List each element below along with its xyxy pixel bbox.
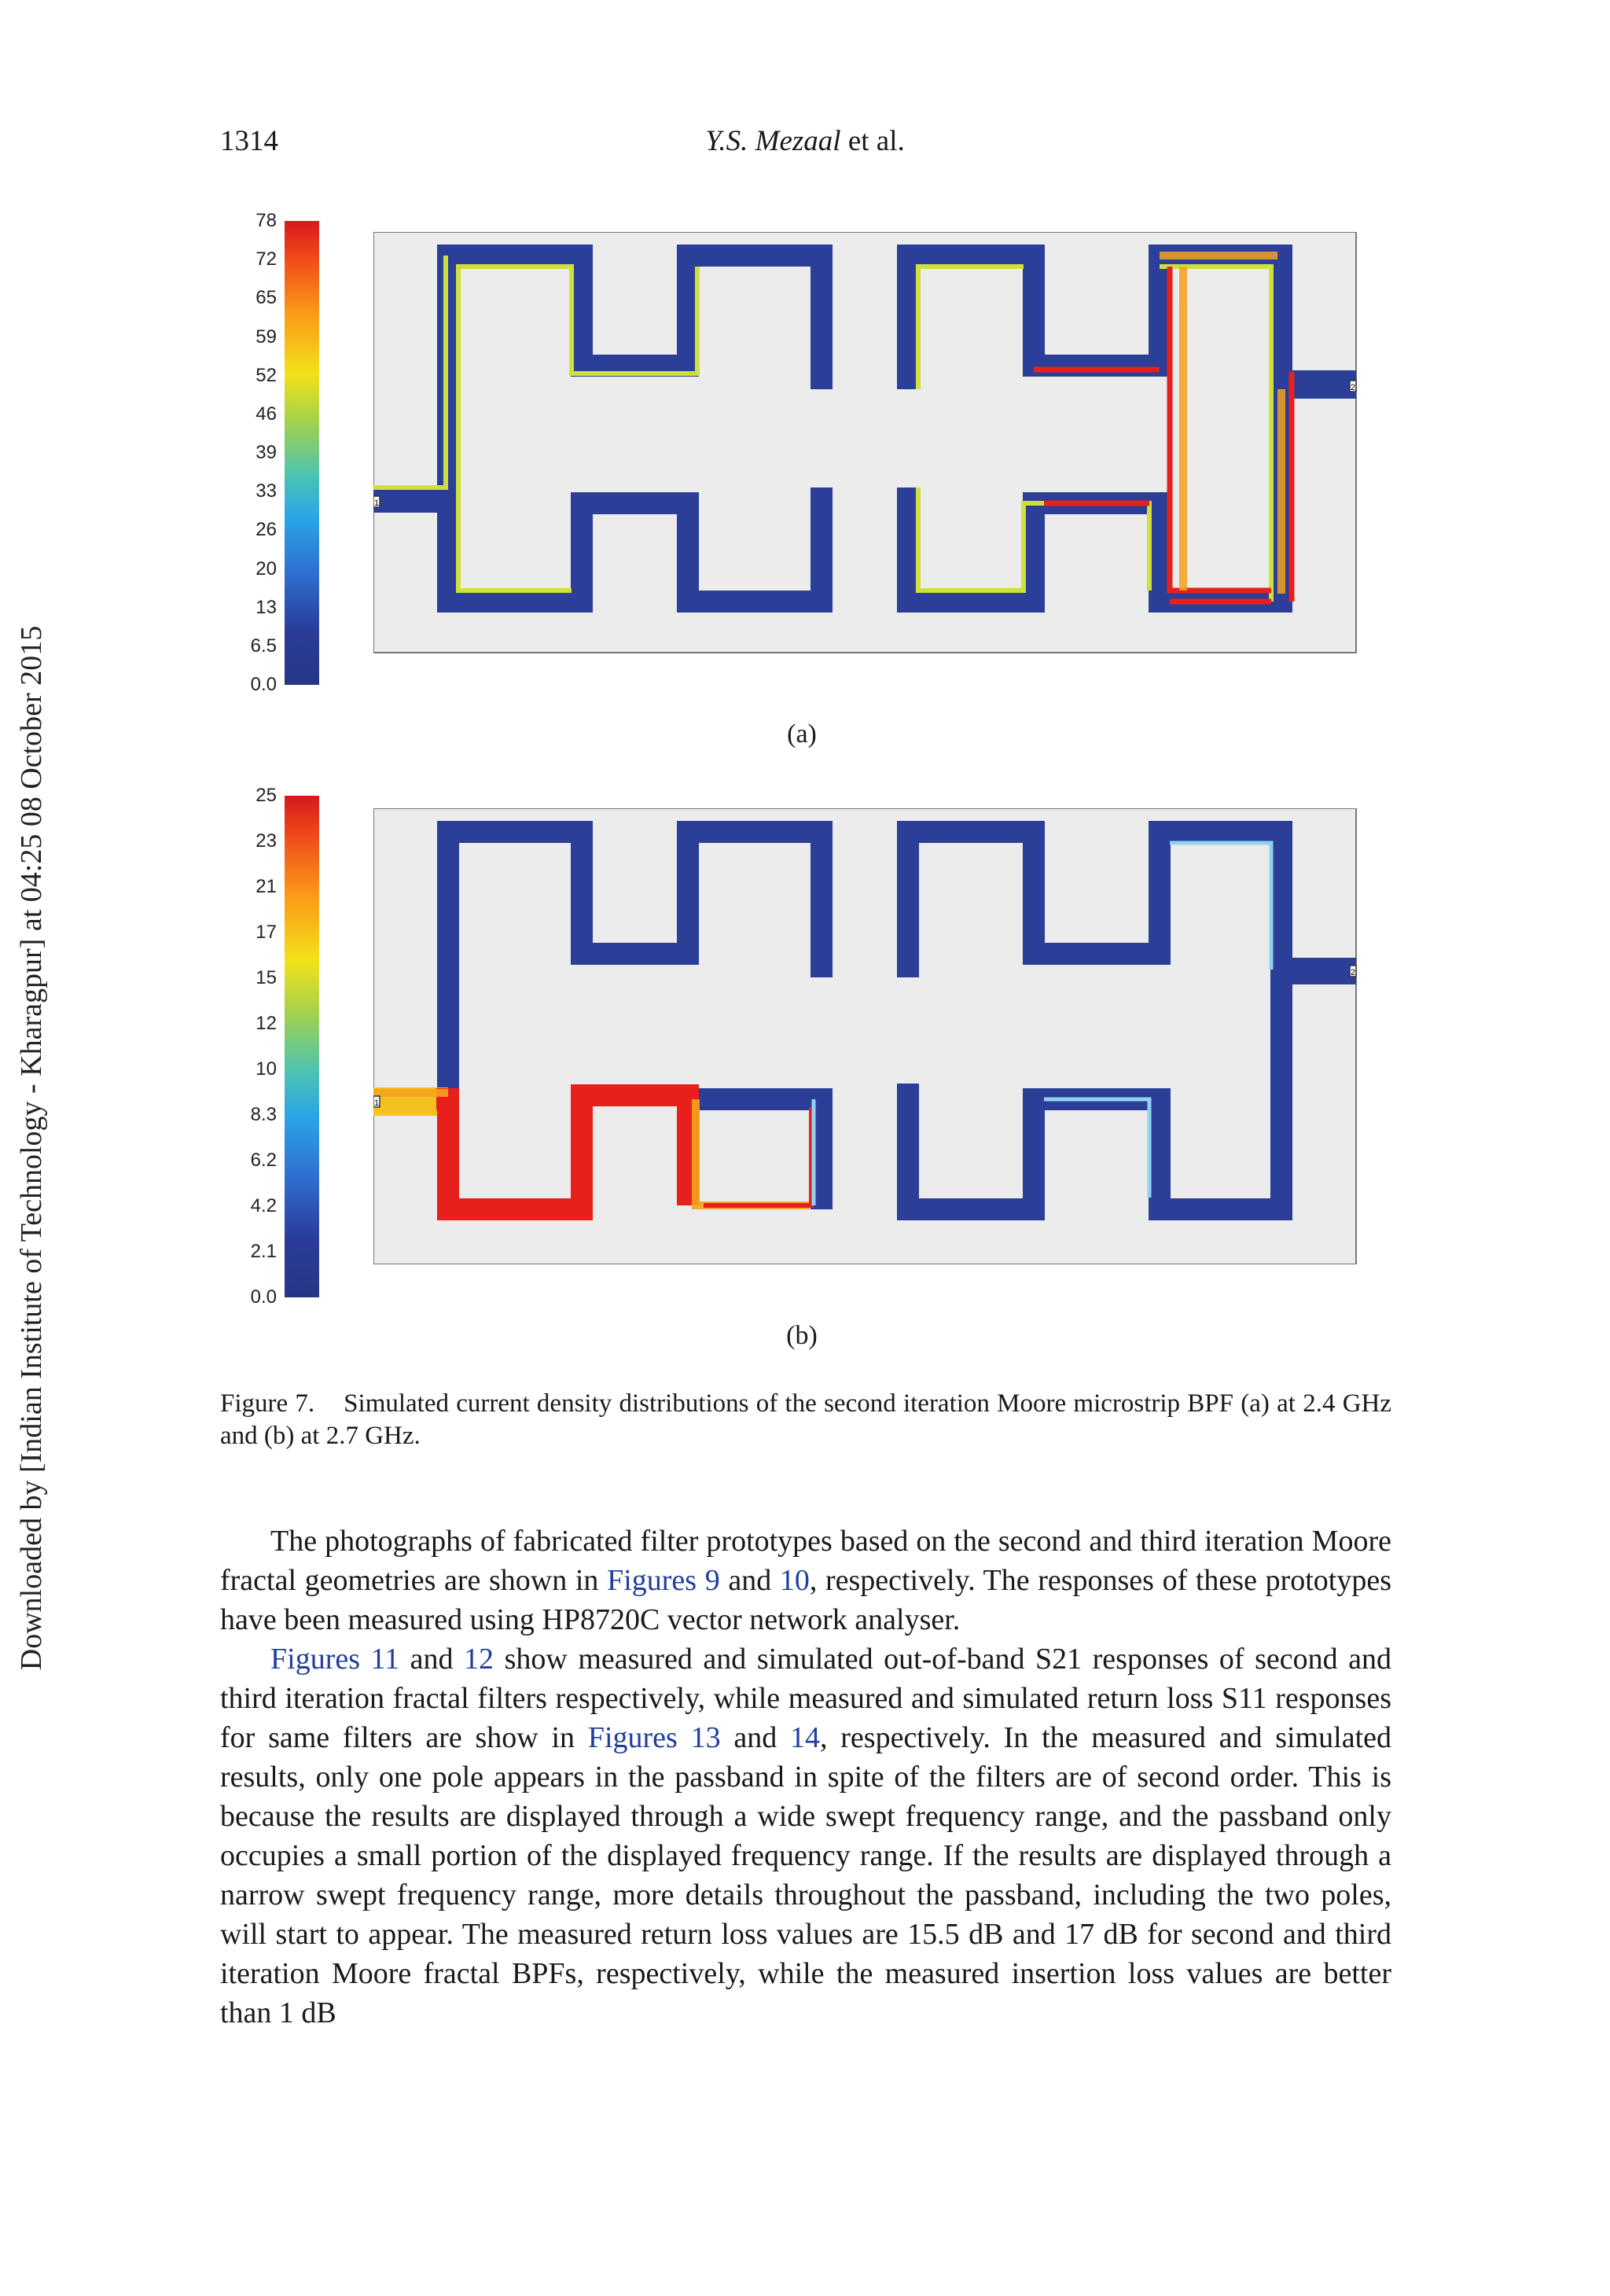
figure-caption-text: Simulated current density distributions of the second iteration Moore microstrip BPF (a) at 2.4 GHz and (b) at 2.7 GHz. (220, 1389, 1392, 1450)
figure-link[interactable]: 12 (464, 1643, 494, 1676)
paragraph (220, 1521, 1391, 1639)
port-1-label: 1 (374, 1098, 380, 1108)
figure-panel-a (220, 204, 1384, 749)
body-text (220, 1521, 1391, 2033)
colorbar-tick: 2.1 (250, 1241, 277, 1262)
download-stamp (0, 0, 63, 2296)
figure-caption-label: Figure 7. (220, 1389, 315, 1418)
running-title-authors: Y.S. Mezaal (705, 125, 841, 157)
colorbar-a (285, 221, 319, 685)
paragraph-text: , respectively. The responses of these prototypes have been measured using HP8720C vector network analyser. (220, 1564, 1392, 1636)
colorbar-tick: 21 (255, 876, 277, 897)
figure-link[interactable]: Figures 11 (270, 1643, 400, 1676)
figure-link[interactable]: Figures 9 (607, 1564, 720, 1597)
colorbar-b (285, 796, 319, 1297)
output-feed (1281, 958, 1356, 984)
port-2-label: 2 (1351, 383, 1356, 392)
colorbar-tick: 39 (255, 442, 277, 463)
paragraph (220, 1639, 1391, 2033)
substrate (373, 808, 1356, 1264)
figure-link[interactable]: 14 (790, 1721, 820, 1754)
download-stamp-text: Downloaded by [Indian Institute of Technology - Kharagpur] at 04:25 08 October 2015 (15, 625, 48, 1671)
paragraph-text: and (720, 1721, 790, 1754)
input-feed (373, 488, 448, 513)
colorbar-tick: 0.0 (250, 1286, 277, 1308)
colorbar-tick: 6.5 (250, 635, 277, 657)
figure-link[interactable]: 10 (779, 1564, 810, 1597)
colorbar-tick: 26 (255, 519, 277, 540)
running-title (220, 124, 1390, 158)
port-1-label: 1 (374, 499, 380, 508)
running-title-suffix: et al. (840, 125, 905, 157)
figure-link[interactable]: Figures 13 (587, 1721, 721, 1754)
colorbar-tick: 33 (255, 480, 277, 502)
colorbar-tick: 65 (255, 287, 277, 308)
colorbar-tick: 52 (255, 365, 277, 386)
colorbar-tick: 10 (255, 1058, 277, 1080)
colorbar-tick: 46 (255, 403, 277, 425)
colorbar-tick: 8.3 (250, 1104, 277, 1125)
paragraph-text: and (719, 1564, 780, 1597)
colorbar-tick: 4.2 (250, 1195, 277, 1216)
colorbar-tick: 23 (255, 830, 277, 852)
filter-current-map-a (373, 232, 1364, 657)
filter-current-map-b (373, 808, 1364, 1264)
colorbar-tick: 0.0 (250, 674, 277, 695)
paragraph-text: show measured and simulated out-of-band S21 responses of second and third iteration fractal filters respectively, while measured and simulated return loss S11 responses for same filters are show in (220, 1643, 1392, 1754)
page-number: 1314 (220, 125, 278, 157)
port-2-label: 2 (1351, 968, 1356, 977)
colorbar-tick: 17 (255, 922, 277, 943)
colorbar-tick: 15 (255, 967, 277, 988)
colorbar-tick: 59 (255, 326, 277, 348)
paragraph-text: and (399, 1643, 465, 1676)
paragraph-text: The photographs of fabricated filter prototypes based on the second and third iteration Moore fractal geometries are shown in (220, 1525, 1391, 1597)
colorbar-tick: 78 (255, 210, 277, 231)
panel-b-label: (b) (786, 1321, 818, 1350)
colorbar-tick: 12 (255, 1013, 277, 1034)
panel-a-label: (a) (787, 719, 817, 749)
colorbar-tick: 6.2 (250, 1150, 277, 1171)
colorbar-tick: 20 (255, 558, 277, 580)
colorbar-tick: 25 (255, 785, 277, 806)
running-head (220, 124, 1390, 164)
paragraph-text: , respectively. In the measured and simulated results, only one pole appears in the passband in spite of the filters are of second order. This is because the results are displayed through a wide swept frequency range, and the passband only occupies a small portion of the displayed frequency range. If the results are displayed through a narrow swept frequency range, more details throughout the passband, including the two poles, will start to appear. The measured return loss values are 15.5 dB and 17 dB for second and third iteration Moore fractal BPFs, respectively, while the measured insertion loss values are better than 1 dB (220, 1721, 1392, 2029)
colorbar-tick: 13 (255, 597, 277, 618)
figure-panel-b (220, 778, 1384, 1350)
figure-caption (220, 1388, 1391, 1452)
colorbar-tick: 72 (255, 248, 277, 270)
